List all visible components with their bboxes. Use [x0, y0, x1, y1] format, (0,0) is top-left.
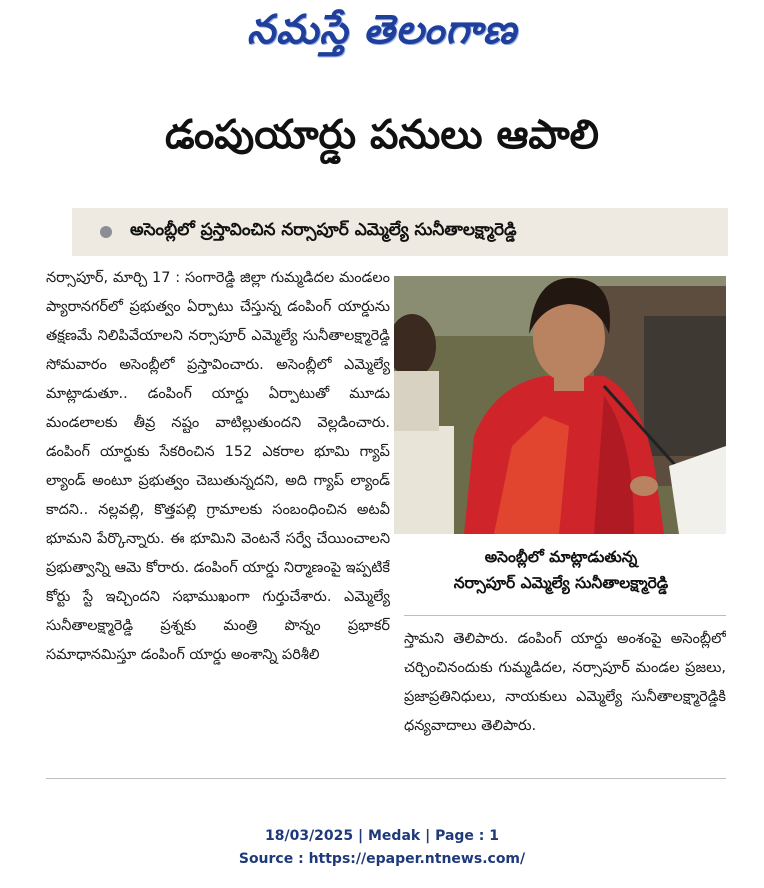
article-subheadline: అసెంబ్లీలో ప్రస్తావించిన నర్సాపూర్ ఎమ్మెల్యే సునీతాలక్ష్మారెడ్డి [130, 220, 517, 240]
photo-caption-line2: నర్సాపూర్ ఎమ్మెల్యే సునీతాలక్ష్మారెడ్డి [453, 574, 669, 592]
photo-caption-line1: అసెంబ్లీలో మాట్లాడుతున్న [484, 548, 638, 566]
speaker-photo-illustration [394, 276, 726, 534]
article-body-left-column: నర్సాపూర్, మార్చి 17 : సంగారెడ్డి జిల్లా గుమ్మడిదల మండలం ప్యారానగర్‌లో ప్రభుత్వం ఏర్పాటు చేస్తున్న డంపింగ్ యార్డును తక్షణమే నిలిపివేయాలని నర్సాపూర్ ఎమ్మెల్యే సునీతాలక్ష్మారెడ్డి సోమవారం అసెంబ్లీలో ప్రస్తావించారు. అసెంబ్లీలో ఎమ్మెల్యే మాట్లాడుతూ.. డంపింగ్ యార్డు ఏర్పాటుతో మూడు మండలాలకు తీవ్ర నష్టం వాటిల్లుతుందని వెల్లడించారు. డంపింగ్ యార్డుకు సేకరించిన 152 ఎకరాల భూమి గ్యాప్ ల్యాండ్ అంటూ ప్రభుత్వం చెబుతున్నదని, అది గ్యాప్ ల్యాండ్ కాదని.. నల్లవల్లి, కొత్తపల్లి గ్రామాలకు సంబంధించిన అటవీ భూమని పేర్కొన్నారు. ఈ భూమిని వెంటనే సర్వే చేయించాలని ప్రభుత్వాన్ని ఆమె కోరారు. డంపింగ్ యార్డు నిర్మాణంపై ఇప్పటికే కోర్టు స్టే ఇచ్చిందని సభాముఖంగా గుర్తుచేశారు. ఎమ్మెల్యే సునీతాలక్ష్మారెడ్డి ప్రశ్నకు మంత్రి పొన్నం ప్రభాకర్ సమాధానమిస్తూ డంపింగ్ యార్డు అంశాన్ని పరిశీలి [46, 270, 390, 663]
subheadline-band [72, 208, 728, 256]
footer-date-line: 18/03/2025 | Medak | Page : 1 [264, 828, 500, 844]
article-headline: డంపుయార్డు పనులు ఆపాలి [165, 112, 599, 158]
bottom-divider [46, 778, 726, 779]
bullet-icon [100, 226, 112, 238]
article-photo [394, 276, 726, 534]
article-body-right-column: స్తామని తెలిపారు. డంపింగ్ యార్డు అంశంపై అసెంబ్లీలో చర్చించినందుకు గుమ్మడిదల, నర్సాపూర్ మండల ప్రజలు, ప్రజాప్రతినిధులు, నాయకులు ఎమ్మెల్యే సునీతాలక్ష్మారెడ్డికి ధన్యవాదాలు తెలిపారు. [404, 631, 726, 734]
footer-source-line: Source : https://epaper.ntnews.com/ [238, 851, 526, 867]
newspaper-masthead: నమస్తే తెలంగాణ [246, 6, 518, 53]
caption-divider [404, 615, 726, 616]
photo-caption [398, 544, 724, 596]
